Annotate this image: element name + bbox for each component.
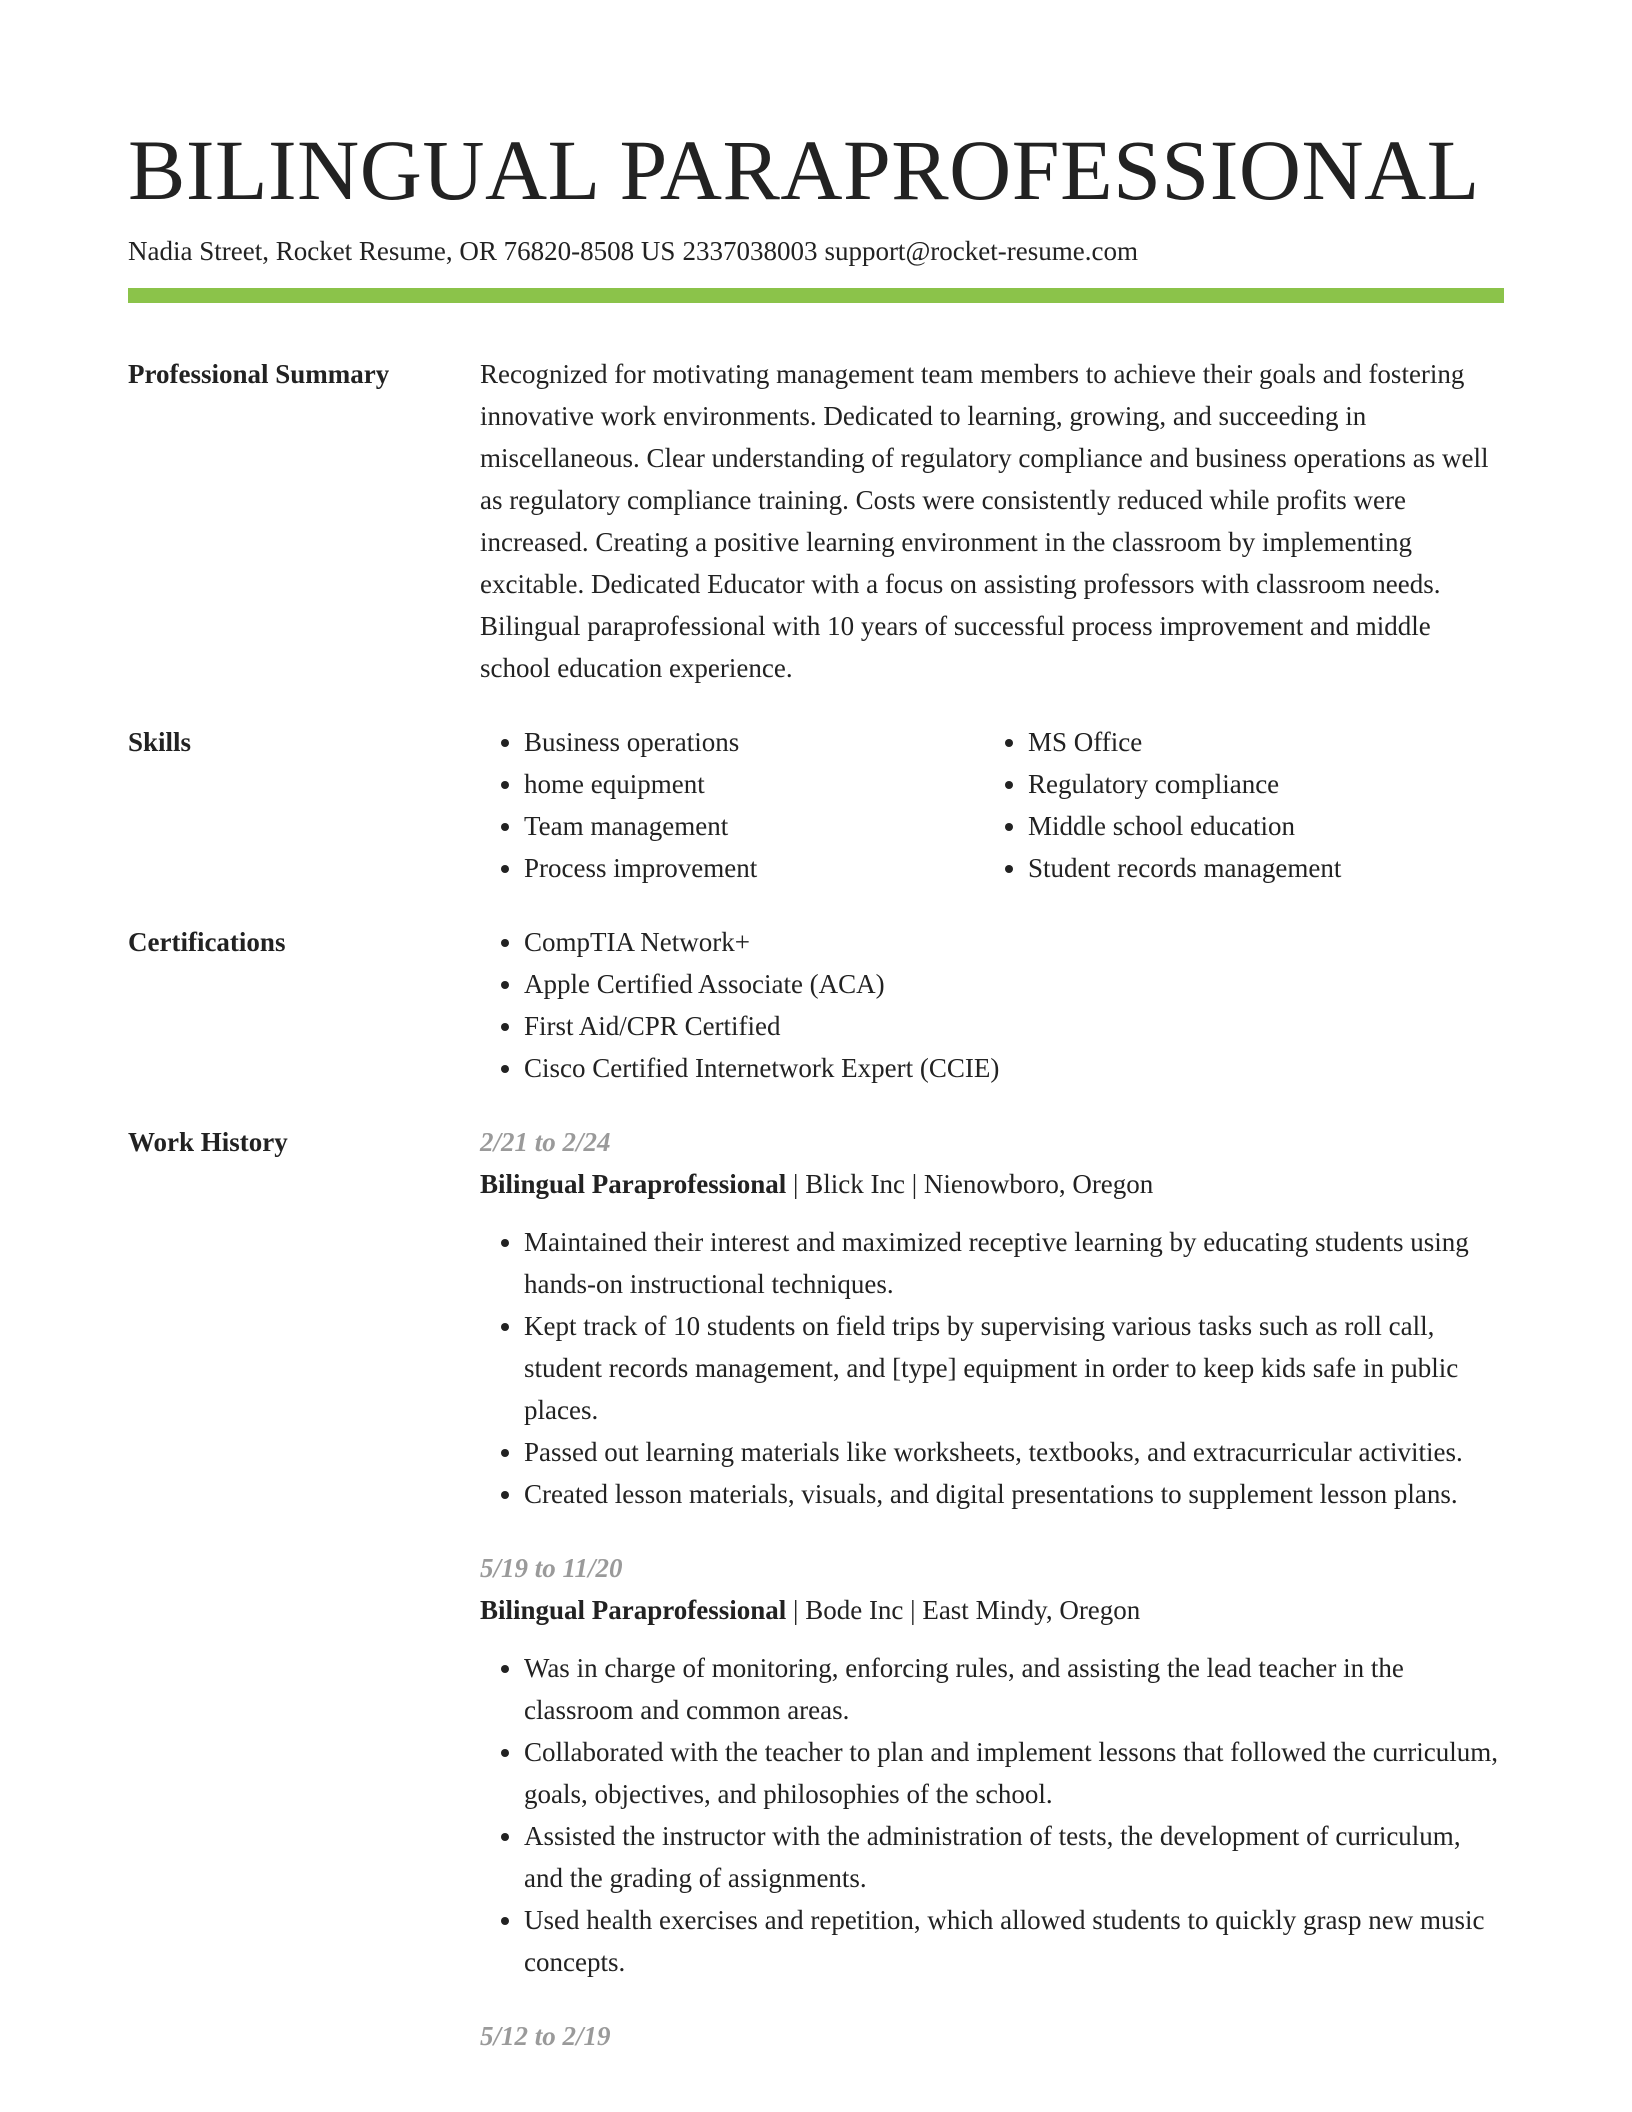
job-location: Nienowboro, Oregon (923, 1169, 1154, 1199)
job-bullet: • Kept track of 10 students on field trips by supervising various tasks such as roll call, student records management, and [type] equipment in order to keep kids safe in public places. (524, 1305, 1504, 1431)
summary-heading: Professional Summary (128, 359, 390, 389)
certification-item: • First Aid/CPR Certified (524, 1005, 1504, 1047)
skill-item: • Student records management (1028, 847, 1488, 889)
skill-item: • Team management (524, 805, 984, 847)
work-history-heading: Work History (128, 1127, 288, 1157)
job-bullets (480, 1221, 1504, 1515)
skill-item: • Business operations (524, 721, 984, 763)
summary-section (128, 353, 1504, 689)
certifications-list (480, 921, 1504, 1089)
skills-section (128, 721, 1504, 889)
certifications-heading: Certifications (128, 927, 286, 957)
job-bullet: • Collaborated with the teacher to plan and implement lessons that followed the curriculum, goals, objectives, and philosophies of the school. (524, 1731, 1504, 1815)
job-entry (480, 1547, 1504, 1983)
job-dates: 2/21 to 2/24 (480, 1127, 611, 1157)
job-location: East Mindy, Oregon (922, 1595, 1141, 1625)
job-heading (480, 1589, 1504, 1631)
contact-address: Nadia Street, Rocket Resume, OR 76820-8508 US (128, 236, 676, 266)
certification-item: • CompTIA Network+ (524, 921, 1504, 963)
resume-name: BILINGUAL PARAPROFESSIONAL (128, 122, 1480, 218)
job-entry (480, 1121, 1504, 1515)
certifications-section (128, 921, 1504, 1089)
certification-item: • Apple Certified Associate (ACA) (524, 963, 1504, 1005)
job-title: Bilingual Paraprofessional (480, 1595, 787, 1625)
job-title: Bilingual Paraprofessional (480, 1169, 787, 1199)
job-bullet: • Passed out learning materials like worksheets, textbooks, and extracurricular activities. (524, 1431, 1504, 1473)
skills-heading: Skills (128, 727, 192, 757)
job-bullet: • Assisted the instructor with the administration of tests, the development of curriculum, and the grading of assignments. (524, 1815, 1504, 1899)
job-bullet: • Was in charge of monitoring, enforcing rules, and assisting the lead teacher in the classroom and common areas. (524, 1647, 1504, 1731)
job-bullets (480, 1647, 1504, 1983)
job-bullet: • Used health exercises and repetition, which allowed students to quickly grasp new music concepts. (524, 1899, 1504, 1983)
job-entry (480, 2015, 1504, 2057)
skill-item: • MS Office (1028, 721, 1488, 763)
job-dates: 5/19 to 11/20 (480, 1553, 623, 1583)
contact-line (128, 234, 1504, 268)
skill-item: • Process improvement (524, 847, 984, 889)
skill-item: • home equipment (524, 763, 984, 805)
job-separator: | (910, 1595, 916, 1625)
job-dates: 5/12 to 2/19 (480, 2021, 611, 2051)
resume-page (128, 0, 1504, 2089)
job-separator: | (793, 1595, 799, 1625)
job-separator: | (793, 1169, 799, 1199)
job-company: Bode Inc (805, 1595, 904, 1625)
skill-item: • Regulatory compliance (1028, 763, 1488, 805)
job-separator: | (911, 1169, 918, 1199)
contact-phone: 2337038003 (682, 236, 818, 266)
skill-item: • Middle school education (1028, 805, 1488, 847)
work-history-section (128, 1121, 1504, 2089)
skills-list-left (480, 721, 984, 889)
header-divider (128, 288, 1504, 303)
summary-text: Recognized for motivating management team members to achieve their goals and fostering innovative work environments. Dedicated to learning, growing, and succeeding in miscellaneous. Clear understanding of regulatory compliance and business operations as well as regulatory compliance training. Costs were consistently reduced while profits were increased. Creating a positive learning environment in the classroom by implementing excitable. Dedicated Educator with a focus on assisting professors with classroom needs. Bilingual paraprofessional with 10 years of successful process improvement and middle school education experience. (480, 359, 1489, 683)
skills-list-right (984, 721, 1488, 889)
job-heading (480, 1163, 1504, 1205)
contact-email: support@rocket-resume.com (824, 236, 1138, 266)
job-company: Blick Inc (805, 1169, 905, 1199)
job-bullet: • Created lesson materials, visuals, and digital presentations to supplement lesson plans. (524, 1473, 1504, 1515)
certification-item: • Cisco Certified Internetwork Expert (CCIE) (524, 1047, 1504, 1089)
job-bullet: • Maintained their interest and maximized receptive learning by educating students using hands-on instructional techniques. (524, 1221, 1504, 1305)
